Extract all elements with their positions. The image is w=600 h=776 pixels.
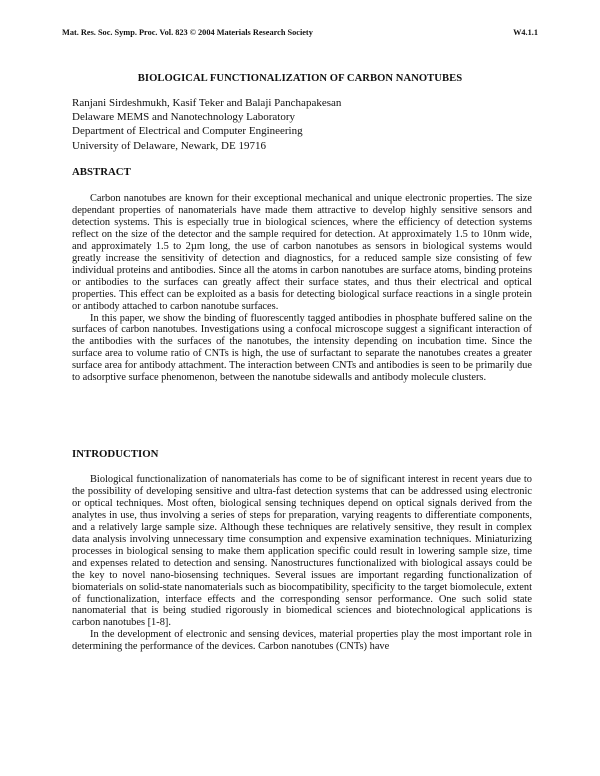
- affiliation-university: University of Delaware, Newark, DE 19716: [72, 139, 266, 152]
- running-header: [62, 28, 538, 37]
- abstract-body: [72, 193, 532, 384]
- introduction-paragraph: In the development of electronic and sensing devices, material properties play the most important role in determining the performance of the devices. Carbon nanotubes (CNTs) have: [72, 629, 532, 653]
- affiliation-department: Department of Electrical and Computer Engineering: [72, 125, 303, 138]
- introduction-paragraph: Biological functionalization of nanomaterials has come to be of significant interest in recent years due to the possibility of developing sensitive and ultra-fast detection systems that can be addressed using electronic or optical techniques. Most often, biological sensing techniques depend on optical signals derived from the analytes in use, thus involving a series of steps for preparation, varying reagents to differentiate components, and a relatively large sample size. Although these techniques are relatively sensitive, they result in complex data analysis involving unnecessary time consumption and expensive examination techniques. Miniaturizing processes in biological sensing to make them application specific could result in lowering sample size, time and expenses related to detection and sensing. Nanostructures functionalized with biological assays could be the key to novel nano-biosensing techniques. Several issues are important regarding functionalization of biomaterials on solid-state nanomaterials such as biocompatibility, specificity to the target biomolecule, extent of functionalization, interface effects and the corresponding sensor performance. One such solid state nanomaterial that is being studied rigorously in biomedical sciences and biotechnological applications is carbon nanotubes [1-8].: [72, 474, 532, 629]
- affiliation-lab: Delaware MEMS and Nanotechnology Laboratory: [72, 111, 295, 124]
- author-block: [72, 96, 341, 153]
- author-names: Ranjani Sirdeshmukh, Kasif Teker and Balaji Panchapakesan: [72, 97, 342, 109]
- introduction-heading: INTRODUCTION: [72, 448, 159, 460]
- abstract-paragraph: Carbon nanotubes are known for their exceptional mechanical and unique electronic properties. The size dependant properties of nanomaterials have made them attractive to develop highly sensitive sensors and detection systems. This is especially true in biological sciences, where the efficiency of detection systems reflect on the size of the detector and the sample required for detection. At approximately 1.5 to 10nm wide, and approximately 1.5 to 2µm long, the use of carbon nanotubes as sensors in biological systems would greatly increase the sensitivity of detection and diagnostics, for a reduced sample size consisting of few individual proteins and antibodies. Since all the atoms in carbon nanotubes are surface atoms, binding proteins or antibodies to the surfaces can greatly affect their surface states, and thus their electrical and optical properties. This effect can be exploited as a basis for detecting biological surface reactions in a single protein or antibody attached to carbon nanotube surfaces.: [72, 193, 532, 312]
- journal-citation: Mat. Res. Soc. Symp. Proc. Vol. 823 © 2004 Materials Research Society: [62, 28, 313, 37]
- abstract-heading: ABSTRACT: [72, 166, 131, 178]
- paper-title: BIOLOGICAL FUNCTIONALIZATION OF CARBON NANOTUBES: [137, 73, 463, 84]
- introduction-body: [72, 474, 532, 653]
- abstract-paragraph: In this paper, we show the binding of fluorescently tagged antibodies in phosphate buffered saline on the surfaces of carbon nanotubes. Investigations using a confocal microscope suggest a significant interaction of the antibodies with the surfaces of the nanotubes, the intensity depending on incubation time. Since the surface area to volume ratio of CNTs is high, the use of surfactant to separate the nanotubes creates a greater surface area for antibody attachment. The interaction between CNTs and antibodies is seen to be primarily due to adsorptive surface phenomenon, between the nanotube sidewalls and antibody molecule clusters.: [72, 312, 532, 384]
- page-number: W4.1.1: [513, 28, 538, 37]
